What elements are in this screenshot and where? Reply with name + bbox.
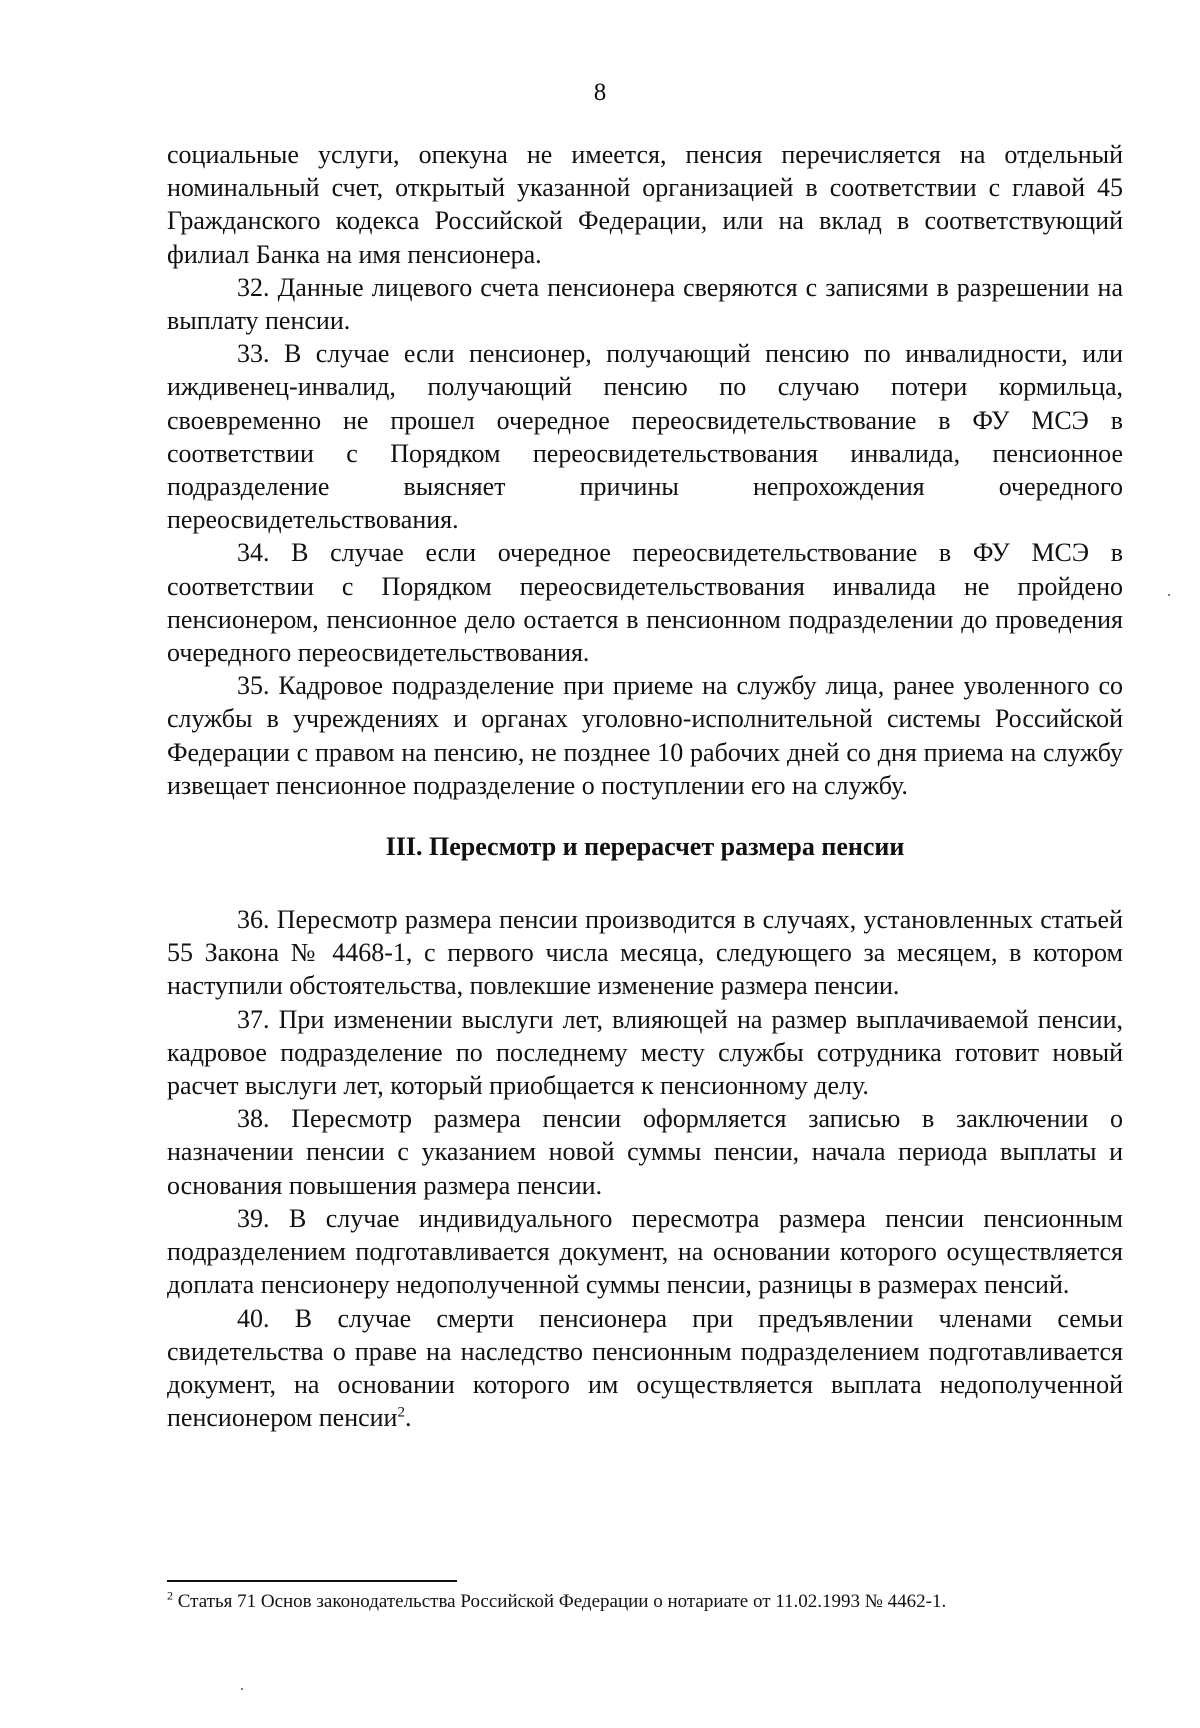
paragraph-34: 34. В случае если очередное переосвидетельствование в ФУ МСЭ в соответствии с Порядком переосвидетельствования инвалида не пройдено пенсионером, пенсионное дело остается в пенсионном подразделении до проведения очередного переосвидетельствования. xyxy=(167,538,1123,668)
scan-speck xyxy=(241,1688,243,1690)
footnote-text: Статья 71 Основ законодательства Российской Федерации о нотариате от 11.02.1993 № 4462-1. xyxy=(173,1591,947,1612)
paragraph-38: 38. Пересмотр размера пенсии оформляется записью в заключении о назначении пенсии с указанием новой суммы пенсии, начала периода выплаты и основания повышения размера пенсии. xyxy=(167,1104,1123,1200)
footnote-marker: 2 xyxy=(167,1588,173,1603)
paragraph-40-text: 40. В случае смерти пенсионера при предъявлении членами семьи свидетельства о праве на наследство пенсионным подразделением подготавливается документ, на основании которого им осуществляется выплата недополученной пенсионером пенсии xyxy=(167,1303,1123,1433)
paragraph-32: 32. Данные лицевого счета пенсионера сверяются с записями в разрешении на выплату пенсии. xyxy=(167,272,1123,336)
paragraph-37: 37. При изменении выслуги лет, влияющей на размер выплачиваемой пенсии, кадровое подразделение по последнему месту службы сотрудника готовит новый расчет выслуги лет, который приобщается к пенсионному делу. xyxy=(167,1004,1123,1101)
paragraph-35: 35. Кадровое подразделение при приеме на службу лица, ранее уволенного со службы в учреждениях и органах уголовно-исполнительной системы Российской Федерации с правом на пенсию, не позднее 10 рабочих дней со дня приема на службу извещает пенсионное подразделение о поступлении его на службу. xyxy=(167,671,1123,800)
paragraph-40-end: . xyxy=(404,1403,412,1433)
paragraph-39: 39. В случае индивидуального пересмотра размера пенсии пенсионным подразделением подготавливается документ, на основании которого осуществляется доплата пенсионеру недополученной суммы пенсии, разницы в размерах пенсий. xyxy=(167,1203,1123,1300)
page-number: 8 xyxy=(593,79,607,106)
document-body xyxy=(167,138,1123,1434)
footnote-separator xyxy=(167,1580,457,1582)
paragraph-33: 33. В случае если пенсионер, получающий пенсию по инвалидности, или иждивенец-инвалид, получающий пенсию по случаю потери кормильца, своевременно не прошел очередное переосвидетельствование в ФУ МСЭ в соответствии с Порядком переосвидетельствования инвалида, пенсионное подразделение выясняет причины непрохождения очередного переосвидетельствования. xyxy=(167,339,1123,535)
paragraph-36: 36. Пересмотр размера пенсии производится в случаях, установленных статьей 55 Закона № 4468-1, с первого числа месяца, следующего за месяцем, в котором наступили обстоятельства, повлекшие изменение размера пенсии. xyxy=(167,905,1123,1001)
paragraph-31-continuation: социальные услуги, опекуна не имеется, пенсия перечисляется на отдельный номинальный счет, открытый указанной организацией в соответствии с главой 45 Гражданского кодекса Российской Федерации, или на вклад в соответствующий филиал Банка на имя пенсионера. xyxy=(167,140,1123,269)
scan-speck xyxy=(1168,594,1170,596)
section-heading: III. Пересмотр и перерасчет размера пенсии xyxy=(385,832,905,862)
footnote xyxy=(167,1590,1123,1614)
footnote-reference: 2 xyxy=(397,1404,405,1421)
paragraph-40 xyxy=(167,1302,1123,1435)
